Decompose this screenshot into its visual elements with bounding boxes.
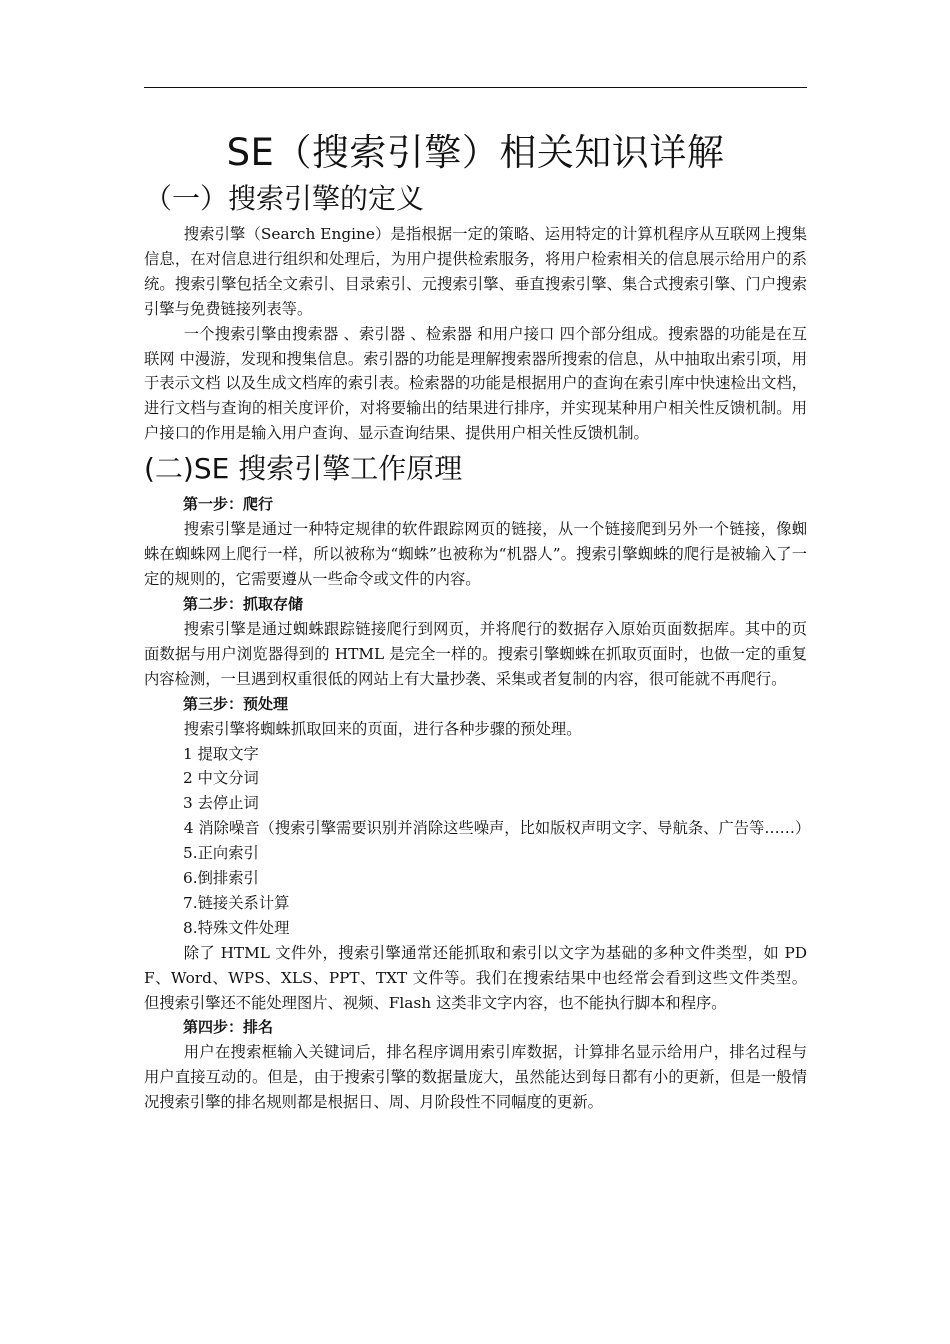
step-4-text: 用户在搜索框输入关键词后，排名程序调用索引库数据，计算排名显示给用户，排名过程与用户直接互动的。但是，由于搜索引擎的数据量庞大，虽然能达到每日都有小的更新，但是一般情况搜索引擎的排名规则都是根据日、周、月阶段性不同幅度的更新。 — [144, 1043, 807, 1112]
list-item: 4 消除噪音（搜索引擎需要识别并消除这些噪声，比如版权声明文字、导航条、广告等……） — [183, 819, 811, 838]
step-2-text: 搜索引擎是通过蜘蛛跟踪链接爬行到网页，并将爬行的数据存入原始页面数据库。其中的页面数据与用户浏览器得到的 HTML 是完全一样的。搜索引擎蜘蛛在抓取页面时，也做一定的重复内容检测，一旦遇到权重很低的网站上有大量抄袭、采集或者复制的内容，很可能就不再爬行。 — [144, 619, 807, 688]
step-1-label: 第一步：爬行 — [183, 495, 274, 514]
section-1-paragraph-2: 一个搜索引擎由搜索器 、索引器 、检索器 和用户接口 四个部分组成。搜索器的功能是在互联网 中漫游，发现和搜集信息。索引器的功能是理解搜索器所搜索的信息，从中抽取出索引项，用于表示文档 以及生成文档库的索引表。检索器的功能是根据用户的查询在索引库中快速检出文档，进行文档与查询的相关度评价，对将要输出的结果进行排序，并实现某种用户相关性反馈机制。用户接口的作用是输入用户查询、显示查询结果、提供用户相关性反馈机制。 — [144, 324, 807, 443]
list-item: 6.倒排索引 — [183, 869, 259, 888]
step-3-label: 第三步：预处理 — [183, 694, 289, 713]
step-1-text: 搜索引擎是通过一种特定规律的软件跟踪网页的链接，从一个链接爬到另外一个链接，像蜘蛛在蜘蛛网上爬行一样，所以被称为“蜘蛛”也被称为“机器人”。搜索引擎蜘蛛的爬行是被输入了一定的规则的，它需要遵从一些命令或文件的内容。 — [144, 520, 807, 588]
step-2-label: 第二步：抓取存储 — [183, 594, 304, 613]
page-title: SE（搜索引擎）相关知识详解 — [226, 131, 725, 174]
document-body — [144, 128, 811, 1115]
step-3-after: 除了 HTML 文件外，搜索引擎通常还能抓取和索引以文字为基础的多种文件类型，如 PDF、Word、WPS、XLS、PPT、TXT 文件等。我们在搜索结果中也经常会看到这些文件类型。 但搜索引擎还不能处理图片、视频、Flash 这类非文字内容，也不能执行脚本和程序。 — [144, 943, 807, 1012]
list-item: 8.特殊文件处理 — [183, 918, 290, 937]
list-item: 2 中文分词 — [183, 769, 259, 788]
section-2-heading: (二)SE 搜索引擎工作原理 — [144, 452, 463, 486]
section-1-paragraph-1: 搜索引擎（Search Engine）是指根据一定的策略、运用特定的计算机程序从互联网上搜集信息，在对信息进行组织和处理后，为用户提供检索服务，将用户检索相关的信息展示给用户的系统。搜索引擎包括全文索引、目录索引、元搜索引擎、垂直搜索引擎、集合式搜索引擎、门户搜索引擎与免费链接列表等。 — [144, 225, 807, 318]
list-item: 5.正向索引 — [183, 844, 259, 863]
step-4-label: 第四步：排名 — [183, 1018, 274, 1037]
list-item: 7.链接关系计算 — [183, 893, 290, 912]
list-item: 3 去停止词 — [183, 794, 259, 813]
header-rule — [144, 87, 807, 88]
section-1-heading: （一）搜索引擎的定义 — [144, 182, 425, 215]
list-item: 1 提取文字 — [183, 744, 259, 763]
step-3-intro: 搜索引擎将蜘蛛抓取回来的页面，进行各种步骤的预处理。 — [183, 719, 582, 738]
